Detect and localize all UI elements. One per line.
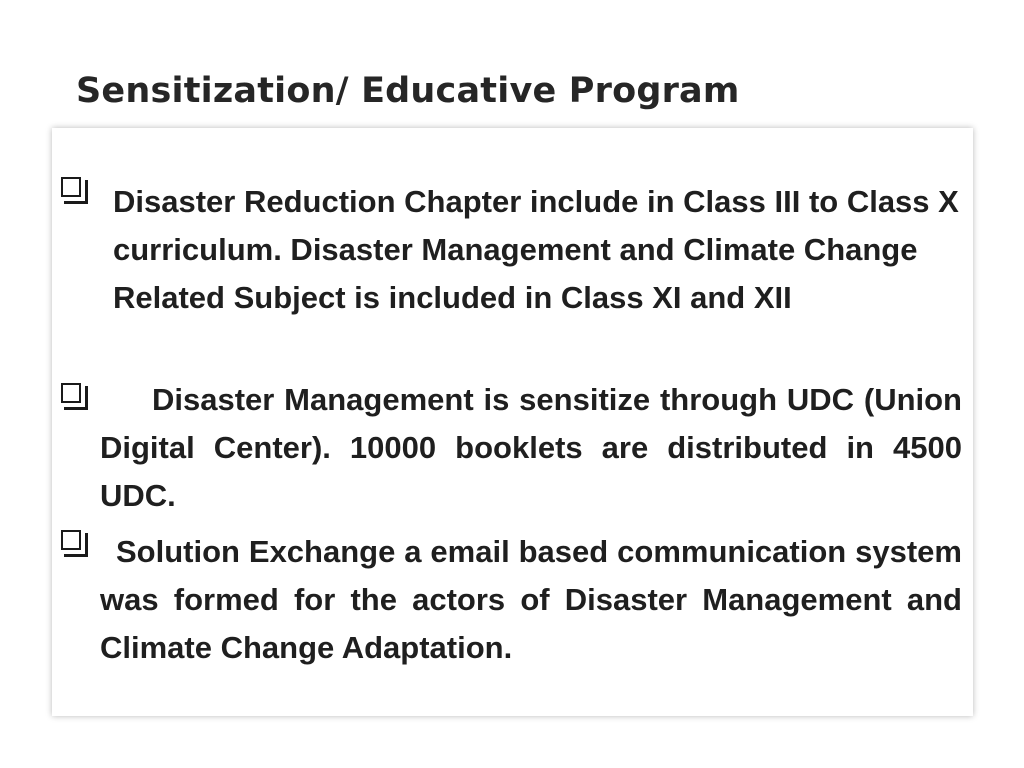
content-box xyxy=(52,128,973,716)
bullet-text: Solution Exchange a email based communication system was formed for the actors of Disaster Management and Climate Change Adaptation. xyxy=(100,534,962,665)
hollow-square-bullet-icon xyxy=(64,533,88,557)
bullet-text: Disaster Management is sensitize through UDC (Union Digital Center). 10000 booklets are distributed in 4500 UDC. xyxy=(100,382,962,513)
bullet-text: Disaster Reduction Chapter include in Class III to Class X curriculum. Disaster Management and Climate Change Related Subject is included in Class XI and XII xyxy=(113,184,959,315)
slide-title: Sensitization/ Educative Program xyxy=(76,71,740,111)
hollow-square-bullet-icon xyxy=(64,386,88,410)
hollow-square-bullet-icon xyxy=(64,180,88,204)
